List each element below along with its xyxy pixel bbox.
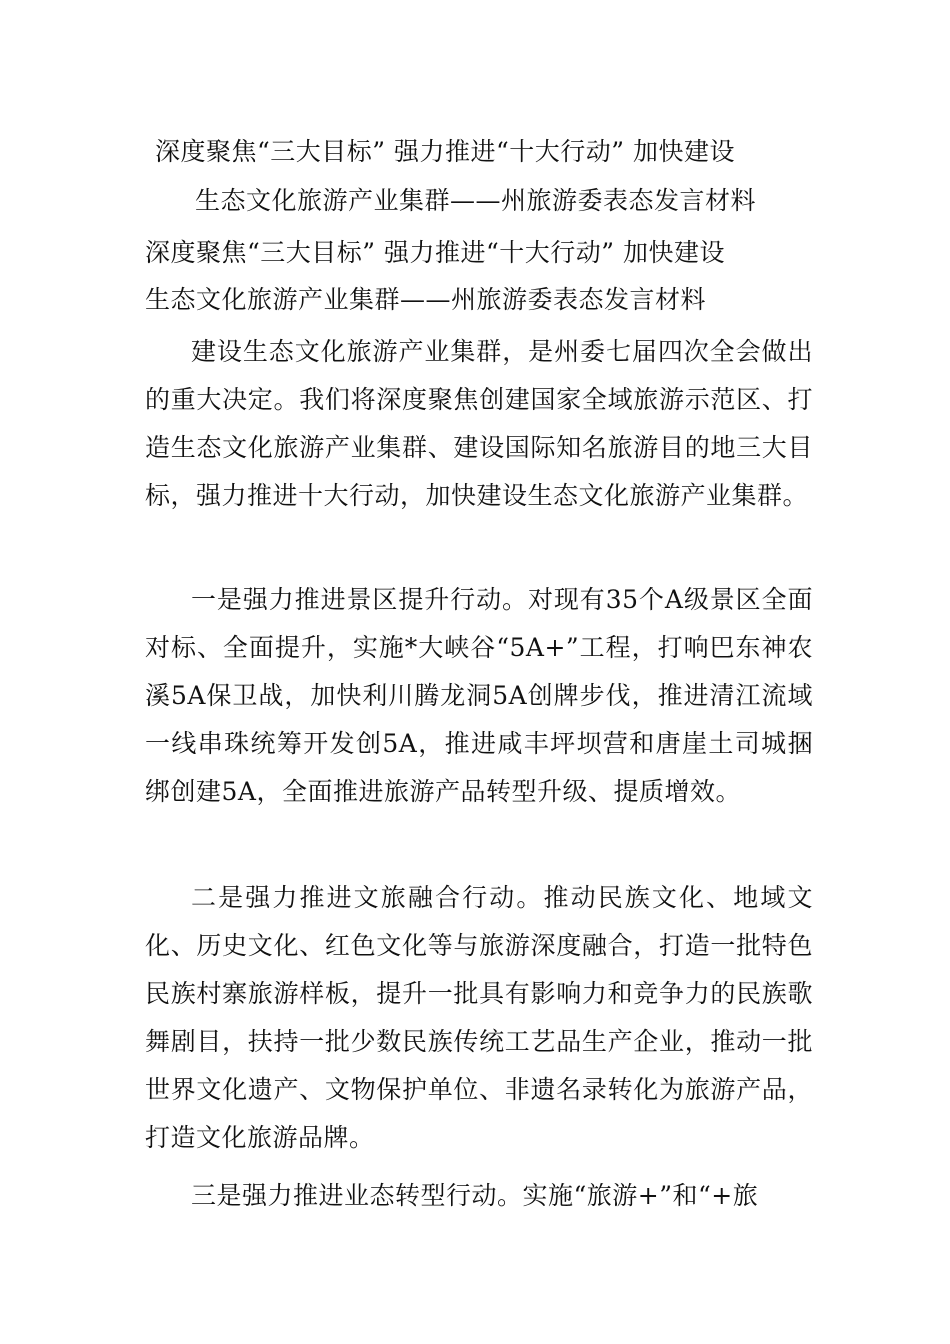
title-line-4: 生态文化旅游产业集群——州旅游委表态发言材料 bbox=[145, 285, 707, 314]
paragraph-action-3: 三是强力推进业态转型行动。实施“旅游+”和“+旅 bbox=[191, 1181, 759, 1210]
paragraph-action-1: 一是强力推进景区提升行动。对现有35个A级景区全面对标、全面提升，实施*大峡谷“5A+”工程，打响巴东神农溪5A保卫战，加快利川腾龙洞5A创牌步伐，推进清江流域一线串珠统筹开发创5A，推进咸丰坪坝营和唐崖土司城捆绑创建5A，全面推进旅游产品转型升级、提质增效。 bbox=[145, 585, 813, 806]
title-line-3: 深度聚焦“三大目标” 强力推进“十大行动” 加快建设 bbox=[145, 238, 726, 267]
title-line-1: 深度聚焦“三大目标” 强力推进“十大行动” 加快建设 bbox=[155, 137, 736, 166]
paragraph-intro: 建设生态文化旅游产业集群，是州委七届四次全会做出的重大决定。我们将深度聚焦创建国家全域旅游示范区、打造生态文化旅游产业集群、建设国际知名旅游目的地三大目标，强力推进十大行动，加快建设生态文化旅游产业集群。 bbox=[145, 337, 813, 510]
paragraph-action-2: 二是强力推进文旅融合行动。推动民族文化、地域文化、历史文化、红色文化等与旅游深度融合，打造一批特色民族村寨旅游样板，提升一批具有影响力和竞争力的民族歌舞剧目，扶持一批少数民族传统工艺品生产企业，推动一批世界文化遗产、文物保护单位、非遗名录转化为旅游产品，打造文化旅游品牌。 bbox=[145, 883, 813, 1152]
title-line-2: 生态文化旅游产业集群——州旅游委表态发言材料 bbox=[195, 186, 757, 215]
